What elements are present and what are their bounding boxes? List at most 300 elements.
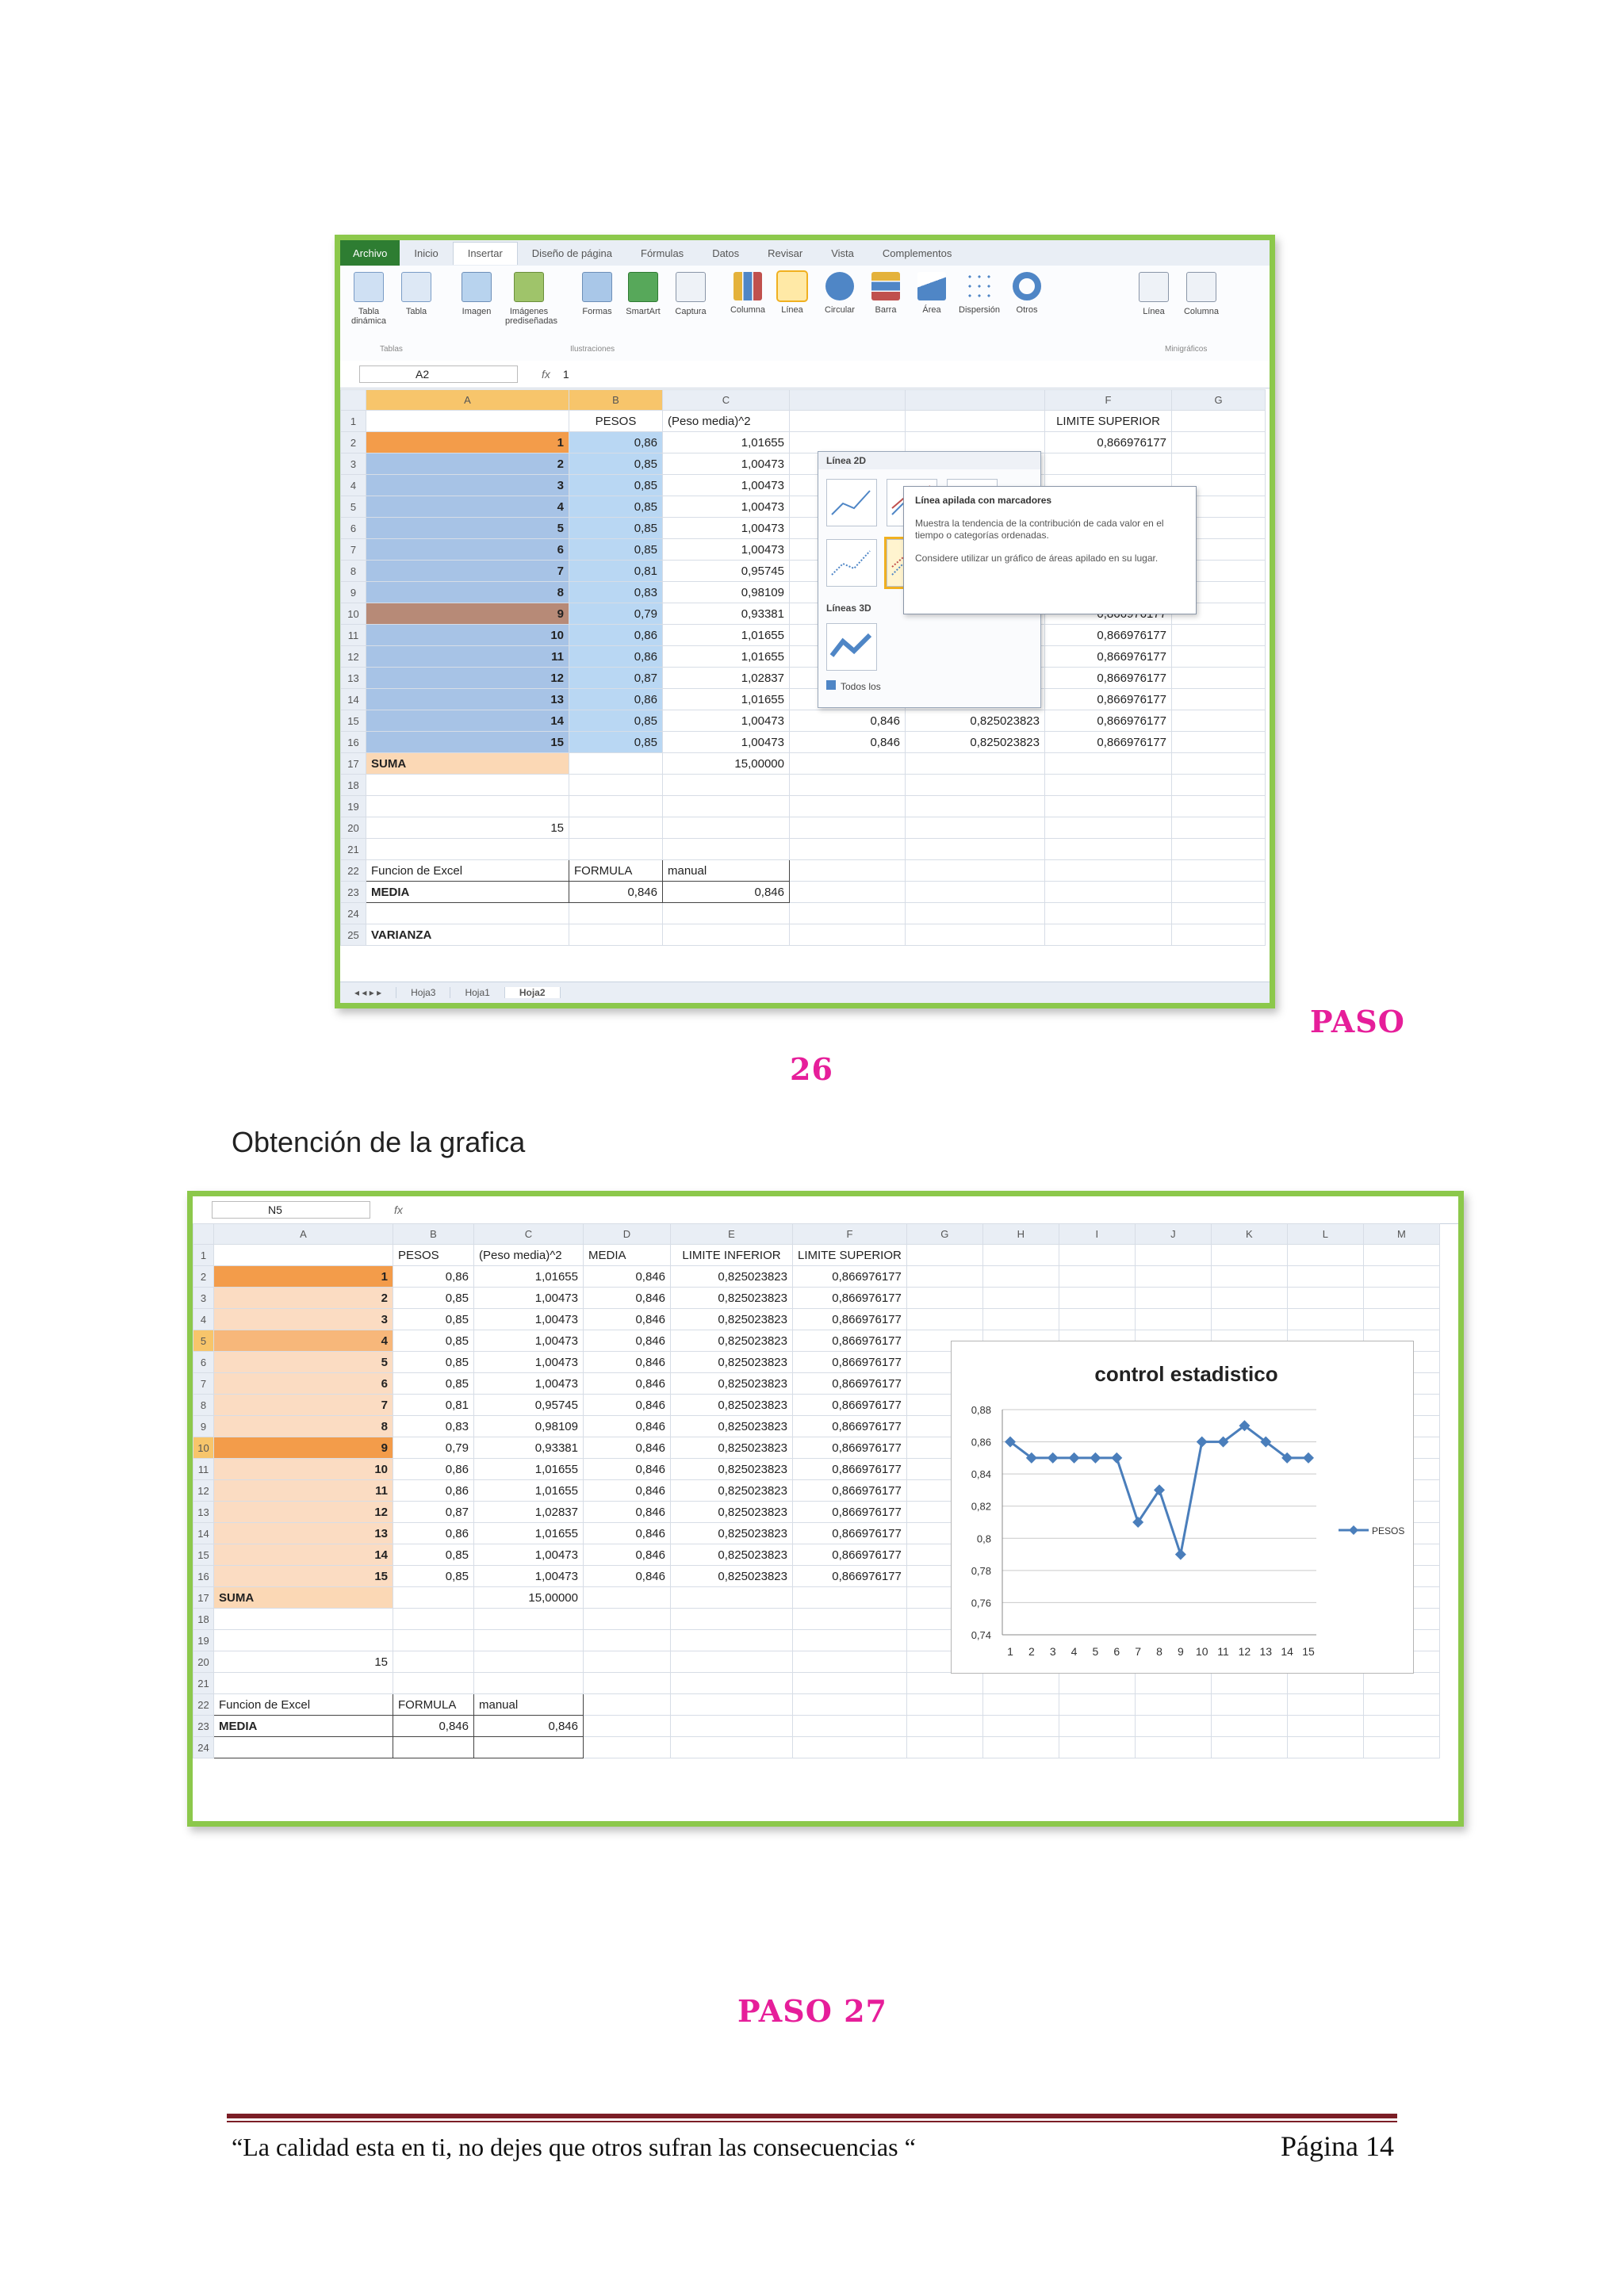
cell-suma-label[interactable]: SUMA — [366, 753, 569, 775]
row-header[interactable]: 7 — [193, 1373, 214, 1395]
legend-marker — [1349, 1525, 1358, 1535]
header-limite-superior[interactable]: LIMITE SUPERIOR — [793, 1245, 907, 1266]
cell-peso-media[interactable]: 0,93381 — [474, 1437, 584, 1459]
cell-limite-superior[interactable]: 0,866976177 — [1045, 625, 1172, 646]
cell-peso-media[interactable]: 1,00473 — [663, 518, 790, 539]
group-label-ilustraciones: Ilustraciones — [570, 345, 615, 354]
cell-a[interactable]: 12 — [214, 1502, 393, 1523]
sheet-tab-hoja3[interactable]: Hoja3 — [396, 987, 450, 998]
cell-peso-media[interactable]: 1,02837 — [663, 668, 790, 689]
formula-input[interactable]: 1 — [562, 368, 569, 381]
cell-media[interactable]: 0,846 — [790, 732, 906, 753]
cell-media[interactable]: 0,846 — [584, 1566, 671, 1587]
cell-pesos[interactable]: 0,86 — [569, 646, 663, 668]
name-box[interactable]: A2 — [359, 365, 518, 383]
row-header[interactable]: 22 — [341, 860, 366, 882]
sheet-tab-hoja1[interactable]: Hoja1 — [450, 987, 504, 998]
cell-peso-media[interactable]: 0,93381 — [663, 603, 790, 625]
scatter-chart-button[interactable]: Dispersión — [956, 272, 1003, 315]
cell-a[interactable]: 6 — [366, 539, 569, 561]
cell-peso-media[interactable]: 1,00473 — [663, 710, 790, 732]
cell-a[interactable]: 3 — [366, 475, 569, 496]
row-header[interactable]: 5 — [341, 496, 366, 518]
tab-diseno-pagina[interactable]: Diseño de página — [531, 247, 612, 259]
cell-limite-superior[interactable]: 0,866976177 — [793, 1544, 907, 1566]
cell-pesos[interactable]: 0,85 — [569, 732, 663, 753]
worksheet-grid: A B C F G 1 PESOS (Peso media)^2 LIMITE SUPERIOR 2 1 0,86 1,01655 0,866976177 3 2 0,85 1,00473 4 3 0,85 1,00473 5 4 0,85 1,00473 6 5 0,85 1,00473 7 6 0,85 1,00473 8 7 0,81 0,95745 9 8 0,83 0,98109 10 9 0,79 0,93381 11 10 0,86 1,01655 0,866976177 12 11 0,86 1,01655 0,866976177 13 12 0,87 1,02837 0,866976177 14 13 0,86 1,01655 0,866976177 15 14 0,85 1,00473 0,846 0,825023823 0,866976177 16 15 0,85 1,00473 0,846 0,825023823 0,866976177 17 SUMA 15,00000 18 19 20 15 21 22 Funcion de Excel FORMULA manual 23 MEDIA 0,846 0,846 24 25 VARIANZA — [340, 389, 1266, 946]
cell-media[interactable]: 0,846 — [584, 1330, 671, 1352]
cell-media[interactable]: 0,846 — [584, 1480, 671, 1502]
col-header-g[interactable]: G — [1172, 390, 1266, 411]
tab-vista[interactable]: Vista — [831, 247, 854, 259]
row-header[interactable]: 10 — [341, 603, 366, 625]
cell-pesos[interactable]: 0,83 — [393, 1416, 474, 1437]
section-linea-2d: Línea 2D — [818, 452, 1040, 469]
line-chart-button[interactable]: Línea — [768, 272, 816, 315]
cell-funcion-label[interactable]: Funcion de Excel — [214, 1694, 393, 1716]
section-lineas-3d: Líneas 3D — [826, 603, 871, 614]
cell-a[interactable]: 13 — [214, 1523, 393, 1544]
cell-limite-inferior[interactable]: 0,825023823 — [671, 1566, 793, 1587]
cell-pesos[interactable]: 0,85 — [393, 1544, 474, 1566]
cell-pesos[interactable]: 0,81 — [569, 561, 663, 582]
data-point — [1111, 1452, 1122, 1464]
cell-a[interactable]: 9 — [366, 603, 569, 625]
cell-media[interactable]: 0,846 — [584, 1459, 671, 1480]
cell-limite-superior[interactable] — [1045, 453, 1172, 475]
row-header[interactable]: 13 — [341, 668, 366, 689]
cell-peso-media[interactable]: 1,01655 — [474, 1459, 584, 1480]
cell-peso-media[interactable]: 1,00473 — [474, 1309, 584, 1330]
area-chart-button[interactable]: Área — [908, 272, 956, 315]
col-header-f[interactable]: F — [1045, 390, 1172, 411]
col-header-b[interactable]: B — [569, 390, 663, 411]
cell-media[interactable]: 0,846 — [584, 1373, 671, 1395]
chart-icon — [826, 680, 836, 690]
cell-pesos[interactable]: 0,85 — [569, 453, 663, 475]
row-header[interactable]: 2 — [341, 432, 366, 453]
row-header[interactable]: 9 — [193, 1416, 214, 1437]
cell-peso-media[interactable]: 1,00473 — [663, 453, 790, 475]
row-header[interactable]: 8 — [193, 1395, 214, 1416]
cell-peso-media[interactable]: 1,00473 — [663, 475, 790, 496]
cell-formula-label[interactable]: FORMULA — [393, 1694, 474, 1716]
col-header-g[interactable]: G — [906, 1224, 982, 1245]
row-header[interactable]: 16 — [341, 732, 366, 753]
cell-a[interactable]: 2 — [366, 453, 569, 475]
tab-inicio[interactable]: Inicio — [414, 247, 439, 259]
col-header-c[interactable]: C — [474, 1224, 584, 1245]
line-chart-option[interactable] — [826, 479, 877, 526]
cell-a[interactable]: 9 — [214, 1437, 393, 1459]
cell-a[interactable]: 15 — [366, 732, 569, 753]
cell-limite-inferior[interactable]: 0,825023823 — [906, 710, 1045, 732]
cell-media-formula[interactable]: 0,846 — [569, 882, 663, 903]
cell-a[interactable]: 5 — [366, 518, 569, 539]
cell-suma-label[interactable]: SUMA — [214, 1587, 393, 1609]
cell-limite-superior[interactable]: 0,866976177 — [1045, 732, 1172, 753]
cell-pesos[interactable]: 0,85 — [393, 1309, 474, 1330]
cell-limite-superior[interactable]: 0,866976177 — [1045, 668, 1172, 689]
cell-media[interactable]: 0,846 — [584, 1416, 671, 1437]
cell-limite-superior[interactable]: 0,866976177 — [793, 1416, 907, 1437]
cell-pesos[interactable]: 0,86 — [569, 689, 663, 710]
cell-count[interactable]: 15 — [366, 817, 569, 839]
cell-a[interactable]: 14 — [214, 1544, 393, 1566]
cell-peso-media[interactable]: 0,98109 — [663, 582, 790, 603]
row-header[interactable]: 6 — [341, 518, 366, 539]
header-peso-media[interactable]: (Peso media)^2 — [474, 1245, 584, 1266]
image-button[interactable]: Imagen — [453, 272, 500, 316]
cell-limite-superior[interactable]: 0,866976177 — [793, 1437, 907, 1459]
cell-a[interactable]: 4 — [214, 1330, 393, 1352]
header-limite-superior[interactable]: LIMITE SUPERIOR — [1045, 411, 1172, 432]
cell-media-formula[interactable]: 0,846 — [393, 1716, 474, 1737]
cell-a[interactable]: 5 — [214, 1352, 393, 1373]
table-row — [341, 796, 1266, 817]
cell-limite-superior[interactable]: 0,866976177 — [793, 1266, 907, 1288]
row-header[interactable]: 4 — [341, 475, 366, 496]
row-header[interactable]: 3 — [341, 453, 366, 475]
cell-limite-inferior[interactable]: 0,825023823 — [671, 1437, 793, 1459]
cell-limite-superior[interactable]: 0,866976177 — [793, 1309, 907, 1330]
pivot-table-button[interactable]: Tabla dinámica — [345, 272, 393, 326]
cell-peso-media[interactable]: 1,01655 — [474, 1266, 584, 1288]
cell-limite-superior[interactable]: 0,866976177 — [793, 1330, 907, 1352]
cell-limite-superior[interactable]: 0,866976177 — [1045, 646, 1172, 668]
cell-peso-media[interactable]: 1,00473 — [474, 1373, 584, 1395]
cell-media[interactable]: 0,846 — [584, 1309, 671, 1330]
table-row — [341, 817, 1266, 839]
name-box[interactable]: N5 — [212, 1201, 370, 1219]
cell-limite-superior[interactable]: 0,866976177 — [1045, 689, 1172, 710]
col-header-i[interactable]: I — [1059, 1224, 1135, 1245]
data-point — [1175, 1549, 1186, 1560]
col-header-m[interactable]: M — [1363, 1224, 1439, 1245]
tab-archivo[interactable]: Archivo — [340, 240, 400, 266]
cell-pesos[interactable]: 0,85 — [569, 518, 663, 539]
cell-media[interactable]: 0,846 — [584, 1266, 671, 1288]
row-header[interactable]: 15 — [341, 710, 366, 732]
cell-peso-media[interactable]: 1,01655 — [663, 625, 790, 646]
cell-count[interactable]: 15 — [214, 1651, 393, 1673]
pie-chart-button[interactable]: Circular — [816, 272, 864, 315]
row-header[interactable]: 20 — [341, 817, 366, 839]
row-header[interactable]: 17 — [341, 753, 366, 775]
cell-a[interactable]: 1 — [366, 432, 569, 453]
cell-pesos[interactable]: 0,85 — [569, 475, 663, 496]
col-header-h[interactable]: H — [982, 1224, 1059, 1245]
cell-pesos[interactable]: 0,87 — [569, 668, 663, 689]
sparkline-column-button[interactable]: Columna — [1178, 272, 1225, 316]
row-header[interactable]: 19 — [193, 1630, 214, 1651]
cell-limite-inferior[interactable]: 0,825023823 — [671, 1480, 793, 1502]
col-header-c[interactable]: C — [663, 390, 790, 411]
smartart-button[interactable]: SmartArt — [619, 272, 667, 316]
cell-manual-label[interactable]: manual — [474, 1694, 584, 1716]
control-chart[interactable] — [951, 1341, 1414, 1674]
col-header-a[interactable]: A — [366, 390, 569, 411]
cell-pesos[interactable]: 0,86 — [393, 1459, 474, 1480]
cell-peso-media[interactable]: 1,00473 — [474, 1288, 584, 1309]
table-row — [341, 903, 1266, 924]
cell-pesos[interactable]: 0,86 — [393, 1523, 474, 1544]
cell-a[interactable]: 7 — [214, 1395, 393, 1416]
cell-media[interactable]: 0,846 — [584, 1352, 671, 1373]
row-header[interactable]: 21 — [341, 839, 366, 860]
cell-pesos[interactable]: 0,85 — [393, 1330, 474, 1352]
cell-limite-inferior[interactable]: 0,825023823 — [671, 1373, 793, 1395]
cell-media-manual[interactable]: 0,846 — [474, 1716, 584, 1737]
cell-peso-media[interactable]: 1,00473 — [663, 539, 790, 561]
all-chart-types-link[interactable]: Todos los — [826, 680, 881, 692]
header-media[interactable]: MEDIA — [584, 1245, 671, 1266]
cell-a[interactable]: 10 — [366, 625, 569, 646]
cell-limite-superior[interactable]: 0,866976177 — [793, 1288, 907, 1309]
header-limite-inferior[interactable]: LIMITE INFERIOR — [671, 1245, 793, 1266]
cell-limite-superior[interactable]: 0,866976177 — [793, 1395, 907, 1416]
row-header[interactable]: 14 — [341, 689, 366, 710]
table-button[interactable]: Tabla — [393, 272, 440, 316]
cell-a[interactable]: 12 — [366, 668, 569, 689]
cell-media-label[interactable]: MEDIA — [214, 1716, 393, 1737]
cell-a[interactable]: 1 — [214, 1266, 393, 1288]
cell-pesos[interactable]: 0,86 — [393, 1480, 474, 1502]
cell-limite-inferior[interactable]: 0,825023823 — [671, 1502, 793, 1523]
line-chart-icon — [778, 272, 806, 300]
row-header[interactable]: 4 — [193, 1309, 214, 1330]
cell-media-label[interactable]: MEDIA — [366, 882, 569, 903]
cell-a[interactable]: 13 — [366, 689, 569, 710]
cell-limite-superior[interactable]: 0,866976177 — [793, 1373, 907, 1395]
cell-a[interactable]: 2 — [214, 1288, 393, 1309]
cell-peso-media[interactable]: 1,00473 — [663, 732, 790, 753]
header-pesos[interactable]: PESOS — [393, 1245, 474, 1266]
col-header-k[interactable]: K — [1211, 1224, 1287, 1245]
line-3d-option[interactable] — [826, 623, 877, 671]
clipart-button[interactable]: Imágenes prediseñadas — [505, 272, 553, 326]
col-header-a[interactable]: A — [214, 1224, 393, 1245]
cell-peso-media[interactable]: 1,01655 — [663, 689, 790, 710]
cell-media[interactable]: 0,846 — [584, 1395, 671, 1416]
row-header[interactable]: 20 — [193, 1651, 214, 1673]
cell-limite-inferior[interactable]: 0,825023823 — [671, 1459, 793, 1480]
cell-pesos[interactable]: 0,87 — [393, 1502, 474, 1523]
row-header[interactable]: 11 — [341, 625, 366, 646]
cell-limite-inferior[interactable] — [906, 432, 1045, 453]
sheet-tab-hoja2[interactable]: Hoja2 — [505, 987, 561, 998]
row-header[interactable]: 12 — [193, 1480, 214, 1502]
cell-peso-media[interactable]: 0,95745 — [474, 1395, 584, 1416]
cell-limite-superior[interactable]: 0,866976177 — [1045, 432, 1172, 453]
cell-a[interactable]: 11 — [366, 646, 569, 668]
cell-pesos[interactable]: 0,85 — [569, 539, 663, 561]
row-header[interactable]: 21 — [193, 1673, 214, 1694]
tab-insertar[interactable]: Insertar — [453, 242, 518, 265]
cell-peso-media[interactable]: 1,01655 — [663, 432, 790, 453]
cell-peso-media[interactable]: 1,01655 — [474, 1480, 584, 1502]
sheet-nav-arrows[interactable]: ◂ ◂ ▸ ▸ — [340, 987, 396, 998]
table-row — [341, 625, 1266, 646]
cell-limite-inferior[interactable]: 0,825023823 — [671, 1288, 793, 1309]
row-header[interactable]: 6 — [193, 1352, 214, 1373]
shapes-button[interactable]: Formas — [573, 272, 621, 316]
cell-limite-inferior[interactable]: 0,825023823 — [671, 1309, 793, 1330]
row-header[interactable]: 19 — [341, 796, 366, 817]
cell-a[interactable]: 4 — [366, 496, 569, 518]
cell-pesos[interactable]: 0,81 — [393, 1395, 474, 1416]
cell-limite-superior[interactable]: 0,866976177 — [793, 1523, 907, 1544]
cell-media[interactable]: 0,846 — [584, 1437, 671, 1459]
cell-pesos[interactable]: 0,85 — [393, 1373, 474, 1395]
row-header[interactable]: 23 — [193, 1716, 214, 1737]
cell-limite-superior[interactable]: 0,866976177 — [793, 1352, 907, 1373]
cell-peso-media[interactable]: 0,98109 — [474, 1416, 584, 1437]
cell-a[interactable]: 11 — [214, 1480, 393, 1502]
capture-button[interactable]: Captura — [667, 272, 714, 316]
y-tick-label: 0,84 — [971, 1468, 991, 1481]
cell-peso-media[interactable]: 1,00473 — [474, 1544, 584, 1566]
cell-suma-value[interactable]: 15,00000 — [663, 753, 790, 775]
cell-manual-label[interactable]: manual — [663, 860, 790, 882]
cell-peso-media[interactable]: 1,00473 — [474, 1352, 584, 1373]
row-header[interactable]: 14 — [193, 1523, 214, 1544]
sparkline-line-button[interactable]: Línea — [1130, 272, 1178, 316]
cell-limite-inferior[interactable]: 0,825023823 — [671, 1266, 793, 1288]
cell-limite-superior[interactable]: 0,866976177 — [793, 1502, 907, 1523]
cell-pesos[interactable]: 0,79 — [393, 1437, 474, 1459]
row-header[interactable]: 18 — [193, 1609, 214, 1630]
bar-chart-button[interactable]: Barra — [862, 272, 910, 315]
row-header[interactable]: 24 — [193, 1737, 214, 1758]
row-header[interactable]: 23 — [341, 882, 366, 903]
row-header[interactable]: 13 — [193, 1502, 214, 1523]
cell-a[interactable]: 3 — [214, 1309, 393, 1330]
cell-pesos[interactable]: 0,85 — [569, 710, 663, 732]
cell-limite-inferior[interactable]: 0,825023823 — [671, 1352, 793, 1373]
cell-peso-media[interactable]: 1,00473 — [474, 1330, 584, 1352]
x-tick-label: 12 — [1238, 1645, 1251, 1658]
tab-datos[interactable]: Datos — [712, 247, 740, 259]
row-header[interactable]: 17 — [193, 1587, 214, 1609]
cell-limite-superior[interactable]: 0,866976177 — [793, 1480, 907, 1502]
cell-suma-value[interactable]: 15,00000 — [474, 1587, 584, 1609]
cell-peso-media[interactable]: 1,00473 — [663, 496, 790, 518]
x-tick-label: 13 — [1259, 1645, 1273, 1658]
tab-formulas[interactable]: Fórmulas — [641, 247, 684, 259]
row-header[interactable]: 22 — [193, 1694, 214, 1716]
cell-limite-inferior[interactable]: 0,825023823 — [906, 732, 1045, 753]
col-header-l[interactable]: L — [1287, 1224, 1363, 1245]
cell-a[interactable]: 8 — [366, 582, 569, 603]
cell-peso-media[interactable]: 0,95745 — [663, 561, 790, 582]
worksheet-grid: A B C D E F G H I J K L M 1 PESOS (Peso media)^2 MEDIA LIMITE INFERIOR LIMITE SUPERIOR 2 1 0,86 1,01655 0,846 0,825023823 0,866976177 3 2 0,85 1,00473 0,846 0,825023823 0,866976177 4 3 0,85 1,00473 0,846 0,825023823 0,866976177 5 4 0,85 1,00473 0,846 0,825023823 0,866976177 6 5 0,85 1,00473 0,846 0,825023823 0,866976177 7 6 0,85 1,00473 0,846 0,825023823 0,866976177 8 7 0,81 0,95745 0,846 0,825023823 0,866976177 9 8 0,83 0,98109 0,846 0,825023823 0,866976177 10 9 0,79 0,93381 0,846 0,825023823 0,866976177 11 10 0,86 1,01655 0,846 0,825023823 0,866976177 12 11 0,86 1,01655 0,846 0,825023823 0,866976177 13 12 0,87 1,02837 0,846 0,825023823 0,866976177 14 13 0,86 1,01655 0,846 0,825023823 0,866976177 15 14 0,85 1,00473 0,846 0,825023823 0,866976177 16 15 0,85 1,00473 0,846 0,825023823 0,866976177 17 SUMA 15,00000 18 19 20 15 21 22 Funcion de Excel FORMULA manual 23 MEDIA 0,846 0,846 24 — [193, 1223, 1440, 1758]
y-tick-label: 0,82 — [971, 1500, 991, 1513]
line-markers-option[interactable] — [826, 539, 877, 587]
cell-pesos[interactable]: 0,86 — [569, 432, 663, 453]
row-header[interactable]: 5 — [193, 1330, 214, 1352]
header-pesos[interactable]: PESOS — [569, 411, 663, 432]
formula-bar — [340, 361, 1270, 388]
col-header-j[interactable]: J — [1135, 1224, 1211, 1245]
row-header[interactable]: 16 — [193, 1566, 214, 1587]
cell-limite-inferior[interactable]: 0,825023823 — [671, 1544, 793, 1566]
cell-media[interactable]: 0,846 — [584, 1523, 671, 1544]
cell-pesos[interactable]: 0,83 — [569, 582, 663, 603]
column-chart-button[interactable]: Columna — [724, 272, 772, 315]
screenshot-paso-26 — [335, 235, 1275, 1008]
cell-a[interactable]: 6 — [214, 1373, 393, 1395]
cell-media[interactable] — [790, 432, 906, 453]
cell-peso-media[interactable]: 1,01655 — [474, 1523, 584, 1544]
row-header[interactable]: 8 — [341, 561, 366, 582]
row-header[interactable]: 24 — [341, 903, 366, 924]
tab-revisar[interactable]: Revisar — [768, 247, 803, 259]
row-header[interactable]: 15 — [193, 1544, 214, 1566]
cell-limite-inferior[interactable]: 0,825023823 — [671, 1523, 793, 1544]
cell-peso-media[interactable]: 1,01655 — [663, 646, 790, 668]
cell-media[interactable]: 0,846 — [790, 710, 906, 732]
row-header[interactable]: 18 — [341, 775, 366, 796]
row-header[interactable]: 2 — [193, 1266, 214, 1288]
cell-peso-media[interactable]: 1,00473 — [474, 1566, 584, 1587]
row-header[interactable]: 25 — [341, 924, 366, 946]
cell-media[interactable]: 0,846 — [584, 1502, 671, 1523]
cell-pesos[interactable]: 0,86 — [393, 1266, 474, 1288]
cell-media[interactable]: 0,846 — [584, 1544, 671, 1566]
cell-limite-superior[interactable]: 0,866976177 — [1045, 710, 1172, 732]
cell-pesos[interactable]: 0,85 — [393, 1566, 474, 1587]
cell-a[interactable]: 7 — [366, 561, 569, 582]
cell-media-manual[interactable]: 0,846 — [663, 882, 790, 903]
y-tick-label: 0,86 — [971, 1436, 991, 1448]
cell-formula-label[interactable]: FORMULA — [569, 860, 663, 882]
header-peso-media[interactable]: (Peso media)^2 — [663, 411, 790, 432]
cell-pesos[interactable]: 0,85 — [569, 496, 663, 518]
row-header[interactable]: 3 — [193, 1288, 214, 1309]
cell-limite-inferior[interactable]: 0,825023823 — [671, 1416, 793, 1437]
cell-pesos[interactable]: 0,79 — [569, 603, 663, 625]
cell-funcion-label[interactable]: Funcion de Excel — [366, 860, 569, 882]
y-tick-label: 0,88 — [971, 1404, 991, 1416]
cell-pesos[interactable]: 0,85 — [393, 1288, 474, 1309]
col-header-f[interactable]: F — [793, 1224, 907, 1245]
col-header-e[interactable]: E — [671, 1224, 793, 1245]
cell-a[interactable]: 14 — [366, 710, 569, 732]
cell-peso-media[interactable]: 1,02837 — [474, 1502, 584, 1523]
cell-limite-superior[interactable]: 0,866976177 — [793, 1459, 907, 1480]
cell-pesos[interactable]: 0,85 — [393, 1352, 474, 1373]
cell-pesos[interactable]: 0,86 — [569, 625, 663, 646]
cell-limite-inferior[interactable]: 0,825023823 — [671, 1395, 793, 1416]
col-header-d[interactable]: D — [584, 1224, 671, 1245]
other-charts-button[interactable]: Otros — [1003, 272, 1051, 315]
row-header[interactable]: 7 — [341, 539, 366, 561]
row-header[interactable]: 12 — [341, 646, 366, 668]
row-header[interactable]: 9 — [341, 582, 366, 603]
cell-a[interactable]: 10 — [214, 1459, 393, 1480]
row-header[interactable]: 10 — [193, 1437, 214, 1459]
col-header-b[interactable]: B — [393, 1224, 474, 1245]
cell-varianza-label[interactable]: VARIANZA — [366, 924, 569, 946]
cell-limite-inferior[interactable]: 0,825023823 — [671, 1330, 793, 1352]
row-header[interactable]: 11 — [193, 1459, 214, 1480]
cell-a[interactable]: 15 — [214, 1566, 393, 1587]
tab-complementos[interactable]: Complementos — [882, 247, 952, 259]
cell-media[interactable]: 0,846 — [584, 1288, 671, 1309]
cell-a[interactable]: 8 — [214, 1416, 393, 1437]
cell-limite-superior[interactable]: 0,866976177 — [793, 1566, 907, 1587]
